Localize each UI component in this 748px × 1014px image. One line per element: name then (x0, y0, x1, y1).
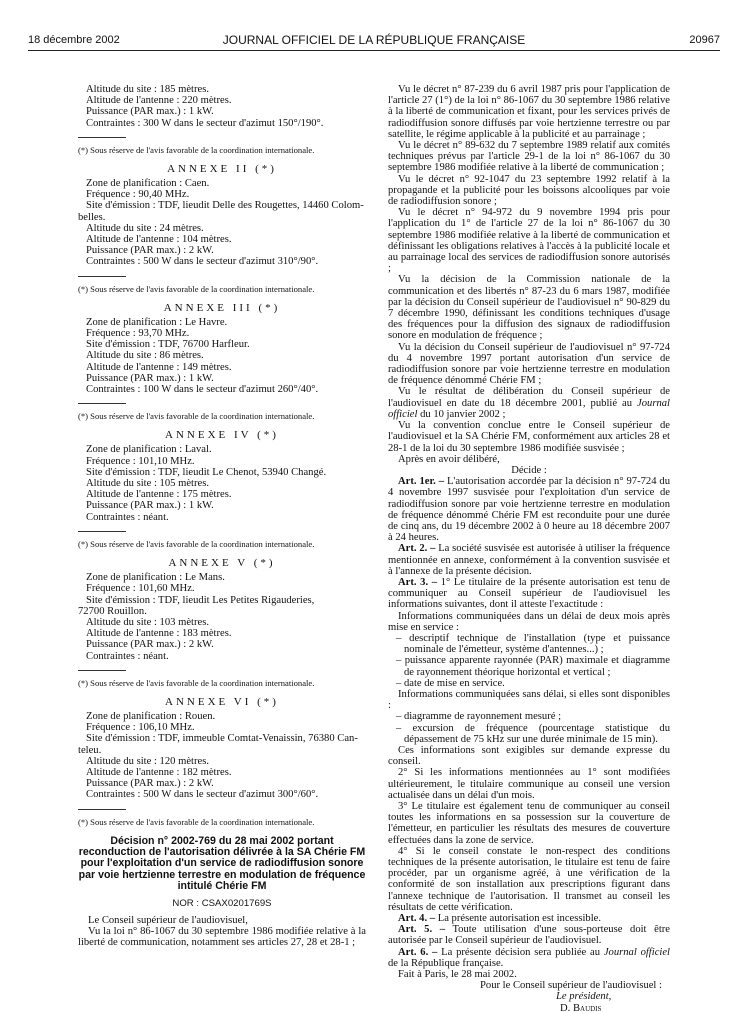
footnote: (*) Sous réserve de l'avis favorable de la coordination internationale. (78, 411, 315, 422)
paragraph: Vu le décret n° 87-239 du 6 avril 1987 pris pour l'application de l'article 27 (1°) de la loi n° 86-1067 du 30 septembre 1986 relative à la liberté de communication et fixant, pour les services privés de radiodiffusion sonore diffusés par voie hertzienne terrestre ou par satellite, le régime applicable à la publicité et au parrainage ; (388, 84, 670, 140)
divider (78, 670, 126, 671)
footnote: (*) Sous réserve de l'avis favorable de la coordination internationale. (78, 144, 315, 155)
text-line: Altitude du site : 105 mètres. (86, 478, 209, 490)
paragraph: Après en avoir délibéré, (398, 453, 500, 465)
list-item: – date de mise en service. (396, 677, 505, 689)
article-label: Art. 4. – (398, 913, 436, 925)
journal-reference: Journal officiel (388, 397, 670, 420)
article-2 (388, 543, 670, 577)
text-line: Altitude du site : 86 mètres. (86, 350, 204, 362)
signatory-name: D. Baudis (560, 1002, 602, 1014)
text-line: belles. (78, 211, 106, 223)
article-text: La présente autorisation est incessible. (437, 913, 602, 925)
text-line: Puissance (PAR max.) : 2 kW. (86, 778, 214, 790)
paragraph: Vu la décision de la Commission nationale de la communication et des libertés n° 87-23 du 6 mars 1987, modifiée par la décision du Conseil supérieur de l'audiovisuel n° 90-829 du 7 décembre 1990, définissant les conditions techniques d'usage des fréquences pour la diffusion des signaux de radiodiffusion sonore en modulation de fréquence ; (388, 274, 670, 342)
list-item: – excursion de fréquence (pourcentage statistique du dépassement de 75 kHz sur une durée minimale de 15 min). (396, 722, 670, 745)
annexe-i-continued (78, 84, 366, 129)
text-line: teleu. (78, 744, 102, 756)
article-4 (388, 913, 670, 924)
text-line: Fréquence : 106,10 MHz. (86, 722, 195, 734)
text-line: Altitude de l'antenne : 182 mètres. (86, 766, 232, 778)
text-line: Altitude de l'antenne : 183 mètres. (86, 628, 232, 640)
article-label: Art. 1er. – (398, 476, 445, 488)
article-label: Art. 2. – (398, 543, 436, 555)
article-text: Toute utilisation d'une sous-porteuse doit être autorisée par le Conseil supérieur de l'audiovisuel. (388, 924, 670, 947)
text-line: Site d'émission : TDF, 76700 Harfleur. (86, 339, 250, 351)
text-line: Puissance (PAR max.) : 1 kW. (86, 106, 214, 118)
annexe-title: ANNEXE III (*) (163, 301, 281, 314)
text-line: Fréquence : 101,10 MHz. (86, 455, 195, 467)
text-line: Contraintes : 500 W dans le secteur d'azimut 310°/90°. (86, 256, 319, 268)
article-label: Art. 3. – (398, 576, 438, 588)
text-line: Fréquence : 93,70 MHz. (86, 328, 190, 340)
article-text: L'autorisation accordée par la décision n° 97-724 du 4 novembre 1997 susvisée pour l'exploitation d'un service de radiodiffusion sonore par voie hertzienne terrestre en modulation de fréquence dénommé Chérie FM est reconduite pour une durée de cinq ans, du 19 décembre 2002 à 0 heure au 18 décembre 2007 à 24 heures. (388, 476, 670, 544)
text-line: Fréquence : 90,40 MHz. (86, 189, 190, 201)
divider (78, 137, 126, 138)
paragraph: Vu le décret n° 94-972 du 9 novembre 1994 pris pour l'application du 1° de l'article 27 de la loi n° 86-1067 du 30 septembre 1986 modifiée relative à la liberté de communication et définissant les obligations relatives à l'accès à la publicité locale et au parrainage local des services de radiodiffusion sonore autorisés ; (388, 207, 670, 275)
decision-title: Décision n° 2002-769 du 28 mai 2002 portant reconduction de l'autorisation délivrée à la SA Chérie FM pour l'exploitation d'un service de radiodiffusion sonore par voie hertzienne terrestre en modulation de fréquence intitulé Chérie FM (78, 834, 366, 893)
paragraph: 2° Si les informations mentionnées au 1° sont modifiées ultérieurement, le titulaire communique au conseil une version actualisée dans un délai d'un mois. (388, 767, 670, 801)
text-line: Altitude de l'antenne : 149 mètres. (86, 361, 232, 373)
text-line: Contraintes : 100 W dans le secteur d'azimut 260°/40°. (86, 384, 319, 396)
divider (78, 531, 126, 532)
text-line: Contraintes : néant. (86, 650, 169, 662)
text-line: Altitude de l'antenne : 104 mètres. (86, 234, 232, 246)
annexe-title: ANNEXE II (*) (167, 162, 277, 175)
article-label: Art. 6. – (398, 946, 438, 958)
paragraph (388, 386, 670, 420)
paragraph: Vu la convention conclue entre le Conseil supérieur de l'audiovisuel et la SA Chérie FM, conformément aux articles 28 et 28-1 de la loi du 30 septembre 1986 modifiée susvisée ; (388, 420, 670, 454)
annexe-v (78, 558, 366, 662)
header-date: 18 décembre 2002 (28, 34, 120, 46)
text-line: Site d'émission : TDF, lieudit Delle des Rougettes, 14460 Colom- (86, 200, 364, 212)
text-line: Puissance (PAR max.) : 1 kW. (86, 372, 214, 384)
footnote: (*) Sous réserve de l'avis favorable de la coordination internationale. (78, 283, 315, 294)
annexe-vi (78, 697, 366, 801)
list-item: – descriptif technique de l'installation (type et puissance nominale de l'émetteur, système d'antennes...) ; (396, 632, 670, 656)
annexe-title: ANNEXE V (*) (168, 556, 276, 569)
right-column (388, 84, 670, 1014)
paragraph: Vu la loi n° 86-1067 du 30 septembre 1986 modifiée relative à la liberté de communication, notamment ses articles 27, 28 et 28-1 ; (78, 925, 366, 949)
text-line: Zone de planification : Rouen. (86, 710, 216, 722)
signature-role (388, 991, 670, 1002)
annexe-title: ANNEXE VI (*) (165, 695, 279, 708)
article-1 (388, 476, 670, 543)
journal-reference: Journal officiel (603, 946, 670, 958)
paragraph: Vu la décision du Conseil supérieur de l'audiovisuel n° 97-724 du 4 novembre 1997 portant autorisation d'un service de radiodiffusion sonore par voie hertzienne terrestre en modulation de fréquence dénommé Chérie FM ; (388, 341, 670, 387)
article-text: 1° Le titulaire de la présente autorisation est tenu de communiquer au Conseil supérieur de l'audiovisuel les informations suivantes, dont il atteste l'exactitude : (388, 576, 670, 611)
text-line: Zone de planification : Caen. (86, 178, 210, 190)
text-line: Fréquence : 101,60 MHz. (86, 583, 195, 595)
text-run: du 10 janvier 2002 ; (417, 408, 506, 420)
text-line: Site d'émission : TDF, lieudit Les Petites Rigauderies, (86, 594, 315, 606)
footnote: (*) Sous réserve de l'avis favorable de la coordination internationale. (78, 538, 315, 549)
text-run: Vu le résultat de délibération du Conseil supérieur de l'audiovisuel en date du 18 décembre 2001, publié au (388, 386, 670, 409)
list-item: – puissance apparente rayonnée (PAR) maximale et diagramme de rayonnement théorique horizontal et vertical ; (396, 655, 670, 678)
paragraph: Informations communiquées sans délai, si elles sont disponibles : (388, 688, 670, 712)
text-line: Altitude du site : 24 mètres. (86, 222, 204, 234)
annexe-ii (78, 164, 366, 268)
text-line: Zone de planification : Le Havre. (86, 316, 228, 328)
text-line: Contraintes : 300 W dans le secteur d'azimut 150°/190°. (86, 117, 324, 129)
page-number: 20967 (689, 34, 720, 46)
annexe-iii (78, 303, 366, 396)
footnote: (*) Sous réserve de l'avis favorable de la coordination internationale. (78, 816, 315, 827)
article-label: Art. 5. – (398, 924, 446, 936)
divider (78, 276, 126, 277)
text-line: Puissance (PAR max.) : 2 kW. (86, 245, 214, 257)
signature-for: Pour le Conseil supérieur de l'audiovisuel : (480, 980, 662, 992)
text-line: Zone de planification : Le Mans. (86, 572, 225, 584)
text-line: Site d'émission : TDF, lieudit Le Chenot, 53940 Changé. (86, 466, 327, 478)
text-run: de la République française. (388, 957, 504, 969)
annexe-iv (78, 430, 366, 523)
text-line: Altitude du site : 185 mètres. (86, 84, 209, 95)
text-line: Altitude de l'antenne : 175 mètres. (86, 489, 232, 501)
text-line: Altitude du site : 120 mètres. (86, 755, 209, 767)
text-line: Site d'émission : TDF, immeuble Comtat-Venaissin, 76380 Can- (86, 733, 358, 745)
paragraph: Vu le décret n° 89-632 du 7 septembre 1989 relatif aux comités techniques prévus par l'article 29-1 de la loi n° 86-1067 du 30 septembre 1986 modifiée relative à la liberté de communication ; (388, 140, 670, 174)
divider (78, 809, 126, 810)
text-line: Contraintes : 500 W dans le secteur d'azimut 300°/60°. (86, 789, 319, 801)
paragraph: 3° Le titulaire est également tenu de communiquer au conseil toutes les informations en sa possession sur la couverture de l'émetteur, en particulier les résultats des mesures de couverture effectuées dans la zone de service. (388, 801, 670, 846)
left-column (78, 84, 366, 948)
annexe-title: ANNEXE IV (*) (165, 429, 279, 442)
text-line: Altitude de l'antenne : 220 mètres. (86, 95, 232, 107)
article-text: La présente décision sera publiée au (441, 946, 604, 958)
journal-title: JOURNAL OFFICIEL DE LA RÉPUBLIQUE FRANÇAISE (222, 33, 526, 47)
place-date: Fait à Paris, le 28 mai 2002. (398, 969, 517, 981)
footnote: (*) Sous réserve de l'avis favorable de la coordination internationale. (78, 677, 315, 688)
text-line: Puissance (PAR max.) : 2 kW. (86, 639, 214, 651)
text-line: Zone de planification : Laval. (86, 444, 212, 456)
paragraph: Informations communiquées dans un délai de deux mois après mise en service : (388, 610, 670, 633)
article-3 (388, 577, 670, 611)
president-label: Le président, (556, 991, 612, 1003)
text-line: Puissance (PAR max.) : 1 kW. (86, 500, 214, 512)
text-line: 72700 Rouillon. (78, 605, 147, 617)
page-header (28, 32, 720, 51)
paragraph: Vu le décret n° 92-1047 du 23 septembre 1992 relatif à la propagande et la publicité pour les boissons alcooliques par voie de radiodiffusion sonore ; (388, 173, 670, 208)
list-item: – diagramme de rayonnement mesuré ; (396, 711, 562, 723)
paragraph: Le Conseil supérieur de l'audiovisuel, (88, 914, 248, 926)
article-5 (388, 924, 670, 946)
article-text: La société susvisée est autorisée à utiliser la fréquence mentionnée en annexe, conformément à la convention susvisée et à l'annexe de la présente décision. (388, 543, 670, 577)
divider (78, 403, 126, 404)
text-line: Contraintes : néant. (86, 511, 169, 523)
decide-heading: Décide : (511, 464, 547, 476)
text-line: Altitude du site : 103 mètres. (86, 616, 209, 628)
paragraph: Ces informations sont exigibles sur demande expresse du conseil. (388, 744, 670, 768)
paragraph: 4° Si le conseil constate le non-respect des conditions techniques de la présente autorisation, le titulaire est tenu de faire procéder, par un organisme agréé, à une vérification de la conformité de son installation aux prescriptions figurant dans l'annexe technique de l'autorisation. Il transmet au conseil les résultats de cette vérification. (388, 845, 670, 913)
nor-reference: NOR : CSAX0201769S (172, 897, 272, 909)
article-6 (388, 947, 670, 969)
